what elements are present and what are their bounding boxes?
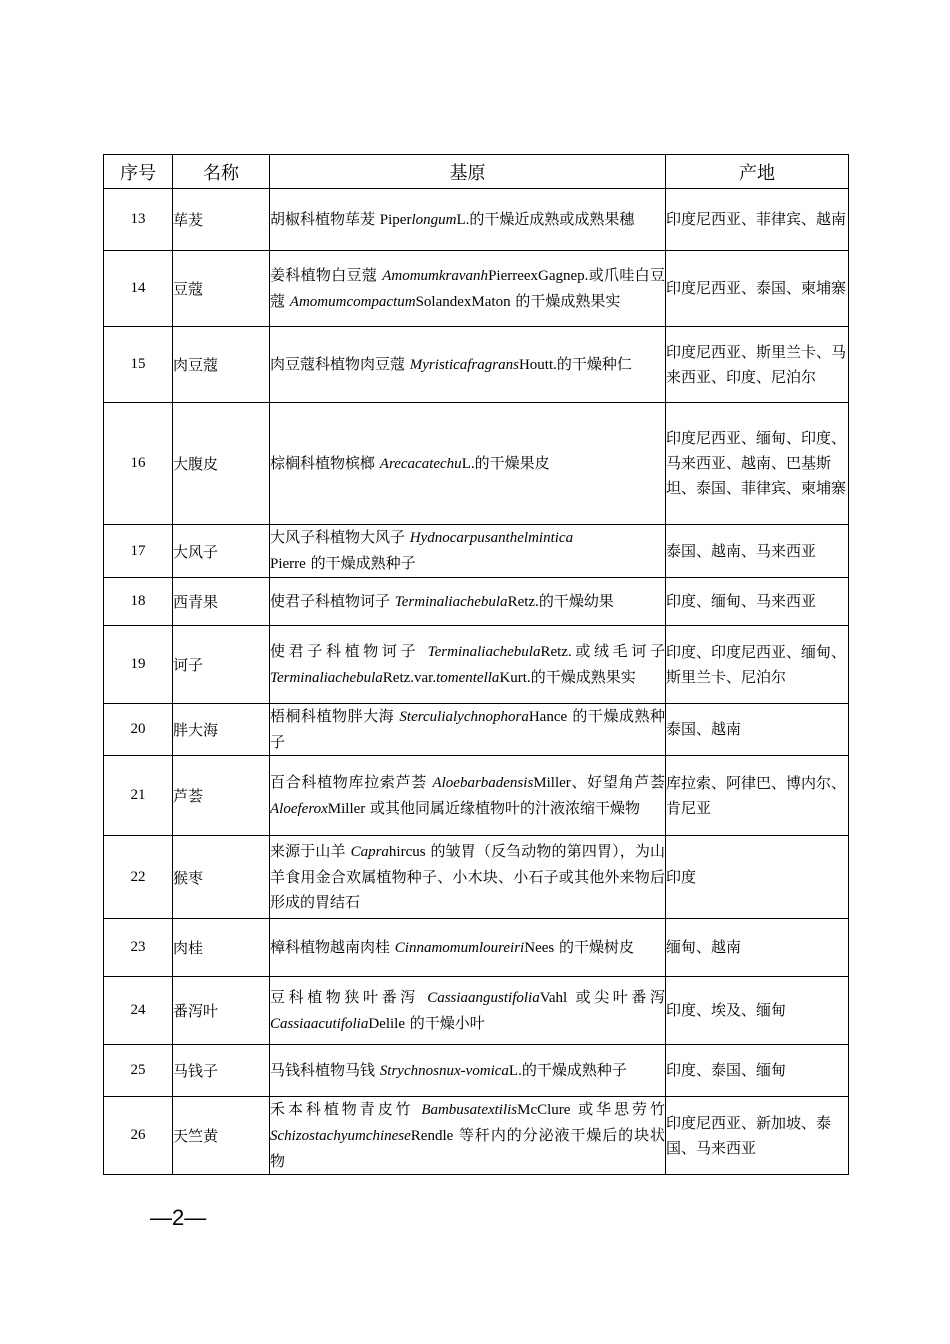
latin-name: Cassiaangustifolia (427, 989, 540, 1006)
botanical-source (270, 327, 666, 403)
botanical-source (270, 403, 666, 525)
latin-name: Myristicafragrans (409, 356, 519, 373)
latin-name: Strychnosnux-vomica (379, 1062, 509, 1079)
table-row (104, 251, 849, 327)
row-number: 15 (104, 327, 173, 403)
source-text: 的干燥树皮 (554, 937, 635, 956)
origin-countries: 印度、缅甸、马来西亚 (666, 578, 849, 626)
herb-name: 诃子 (173, 626, 270, 704)
latin-author: Hance (528, 709, 568, 725)
botanical-source (270, 1045, 666, 1097)
latin-name: Amomumkravanh (382, 267, 489, 284)
source-text: 百合科植物库拉索芦荟 (270, 772, 433, 791)
latin-author: L. (508, 1062, 522, 1079)
latin-author: L. (461, 455, 475, 472)
table-row (104, 403, 849, 525)
origin-countries: 库拉索、阿律巴、博内尔、肯尼亚 (666, 756, 849, 836)
latin-name: Bambusatextilis (421, 1102, 518, 1118)
source-text: 马钱科植物马钱 (270, 1060, 380, 1079)
botanical-source (270, 578, 666, 626)
origin-countries: 印度尼西亚、新加坡、泰国、马来西亚 (666, 1097, 849, 1175)
source-text: 的干燥果皮 (474, 453, 550, 472)
origin-countries: 印度尼西亚、菲律宾、越南 (666, 189, 849, 251)
table-row (104, 327, 849, 403)
herb-name: 芦荟 (173, 756, 270, 836)
source-text: 或华思劳竹 (570, 1100, 665, 1118)
herb-name: 胖大海 (173, 704, 270, 756)
row-number: 13 (104, 189, 173, 251)
source-text: 棕榈科植物槟榔 (270, 453, 380, 472)
latin-name: Sterculialychnophora (399, 709, 529, 725)
origin-countries: 泰国、越南、马来西亚 (666, 525, 849, 578)
origin-countries: 印度 (666, 836, 849, 919)
table-row (104, 1045, 849, 1097)
botanical-source (270, 251, 666, 327)
source-text: 的干燥成熟种子 (270, 707, 665, 751)
table-row (104, 836, 849, 919)
origin-countries: 印度尼西亚、斯里兰卡、马来西亚、印度、尼泊尔 (666, 327, 849, 403)
herb-name: 荜茇 (173, 189, 270, 251)
origin-countries: 印度、埃及、缅甸 (666, 977, 849, 1045)
origin-countries: 泰国、越南 (666, 704, 849, 756)
latin-name: longum (411, 211, 457, 228)
origin-countries: 印度尼西亚、缅甸、印度、马来西亚、越南、巴基斯坦、泰国、菲律宾、柬埔寨 (666, 403, 849, 525)
row-number: 17 (104, 525, 173, 578)
header-no: 序号 (104, 155, 173, 189)
latin-author: Houtt. (518, 356, 557, 373)
latin-author: Nees (524, 939, 555, 956)
latin-author: hircus (388, 844, 426, 860)
source-text: 的干燥幼果 (538, 591, 614, 610)
source-text: 的干燥成熟种子 (305, 554, 416, 572)
row-number: 23 (104, 919, 173, 977)
source-text: 或其他同属近缘植物叶的汁液浓缩干燥物 (365, 798, 641, 817)
table-row (104, 977, 849, 1045)
row-number: 21 (104, 756, 173, 836)
latin-name: Hydnocarpusanthelmintica (409, 530, 574, 546)
source-text: 使君子科植物诃子 (270, 641, 428, 660)
latin-author: Rendle (410, 1128, 454, 1144)
source-text: 肉豆蔻科植物肉豆蔻 (270, 354, 410, 373)
latin-author: Kurt. (499, 669, 531, 686)
latin-name: Terminaliachebula (270, 669, 383, 686)
table-row (104, 525, 849, 578)
origin-countries: 印度、泰国、缅甸 (666, 1045, 849, 1097)
source-text: 使君子科植物诃子 (270, 591, 395, 610)
botanical-source (270, 836, 666, 919)
botanical-source (270, 189, 666, 251)
latin-author: SolandexMaton (415, 293, 511, 310)
table-row (104, 756, 849, 836)
table-row (104, 919, 849, 977)
latin-author: Retz.var. (382, 669, 437, 686)
herb-origin-table (103, 154, 849, 1175)
source-text: 的干燥成熟果实 (530, 667, 636, 686)
latin-author: Vahl (539, 989, 568, 1006)
table-row (104, 189, 849, 251)
botanical-source (270, 977, 666, 1045)
source-text: 大风子科植物大风子 (270, 528, 410, 546)
source-text: 等秆内的分泌液干燥后的块状物 (270, 1126, 665, 1170)
source-text: 的皱胃（反刍动物的第四胃），为山羊食用金合欢属植物种子、小木块、小石子或其他外来物后形成的胃结石 (270, 842, 665, 911)
herb-name: 番泻叶 (173, 977, 270, 1045)
latin-author: Miller (327, 800, 366, 817)
source-text: 樟科植物越南肉桂 (270, 937, 395, 956)
latin-name: Terminaliachebula (394, 593, 508, 610)
latin-name: Aloeferox (270, 800, 328, 817)
latin-author: Retz. (540, 643, 572, 660)
herb-name: 肉豆蔻 (173, 327, 270, 403)
table-row (104, 704, 849, 756)
latin-name: Amomumcompactum (289, 293, 416, 310)
origin-countries: 印度、印度尼西亚、缅甸、斯里兰卡、尼泊尔 (666, 626, 849, 704)
row-number: 22 (104, 836, 173, 919)
herb-name: 大风子 (173, 525, 270, 578)
row-number: 20 (104, 704, 173, 756)
latin-name: Aloebarbadensis (432, 774, 534, 791)
row-number: 14 (104, 251, 173, 327)
botanical-source (270, 525, 666, 578)
table-header-row (104, 155, 849, 189)
latin-name: Cassiaacutifolia (270, 1015, 369, 1032)
latin-author: Retz. (507, 593, 539, 610)
source-text: 豆科植物狭叶番泻 (270, 987, 428, 1006)
latin-name: Terminaliachebula (427, 643, 541, 660)
latin-name: Schizostachyumchinese (270, 1128, 411, 1144)
source-text: 的干燥小叶 (405, 1013, 485, 1032)
botanical-source (270, 704, 666, 756)
table-row (104, 1097, 849, 1175)
row-number: 26 (104, 1097, 173, 1175)
source-text: 的干燥成熟果实 (510, 291, 621, 310)
herb-name: 豆蔻 (173, 251, 270, 327)
botanical-source (270, 919, 666, 977)
source-text: 来源于山羊 (270, 842, 351, 860)
source-text: 姜科植物白豆蔻 (270, 265, 383, 284)
latin-name: Arecacatechu (379, 455, 462, 472)
header-source: 基原 (270, 155, 666, 189)
table-row (104, 578, 849, 626)
source-text: 或尖叶番泻 (567, 987, 665, 1006)
latin-author: Pierre (270, 556, 306, 572)
origin-countries: 缅甸、越南 (666, 919, 849, 977)
herb-name: 肉桂 (173, 919, 270, 977)
source-text: 或绒毛诃子 (571, 641, 665, 660)
source-text: 禾本科植物青皮竹 (270, 1100, 422, 1118)
herb-name: 西青果 (173, 578, 270, 626)
latin-author: L. (456, 211, 470, 228)
row-number: 19 (104, 626, 173, 704)
row-number: 25 (104, 1045, 173, 1097)
latin-author: Piper (379, 211, 412, 228)
source-text: 胡椒科植物荜茇 (270, 209, 380, 228)
latin-name: tomentella (436, 669, 500, 686)
row-number: 16 (104, 403, 173, 525)
latin-name: Cinnamomumloureiri (394, 939, 525, 956)
row-number: 18 (104, 578, 173, 626)
botanical-source (270, 626, 666, 704)
herb-name: 猴枣 (173, 836, 270, 919)
page-number: —2— (150, 1205, 207, 1230)
latin-author: Miller (533, 774, 571, 791)
herb-name: 马钱子 (173, 1045, 270, 1097)
source-text: 梧桐科植物胖大海 (270, 707, 400, 725)
herb-name: 天竺黄 (173, 1097, 270, 1175)
header-origin: 产地 (666, 155, 849, 189)
latin-author: PierreexGagnep. (488, 267, 589, 284)
botanical-source (270, 1097, 666, 1175)
table-row (104, 626, 849, 704)
source-text: 的干燥种仁 (556, 354, 632, 373)
latin-name: Capra (350, 844, 389, 860)
botanical-source (270, 756, 666, 836)
source-text: 或爪哇白豆蔻 (270, 265, 665, 310)
latin-author: Delile (368, 1015, 405, 1032)
header-name: 名称 (173, 155, 270, 189)
source-text: 的干燥近成熟或成熟果穗 (469, 209, 635, 228)
source-text: 的干燥成熟种子 (521, 1060, 627, 1079)
origin-countries: 印度尼西亚、泰国、柬埔寨 (666, 251, 849, 327)
row-number: 24 (104, 977, 173, 1045)
herb-name: 大腹皮 (173, 403, 270, 525)
latin-author: McClure (517, 1102, 571, 1118)
source-text: 、好望角芦荟 (570, 772, 665, 791)
